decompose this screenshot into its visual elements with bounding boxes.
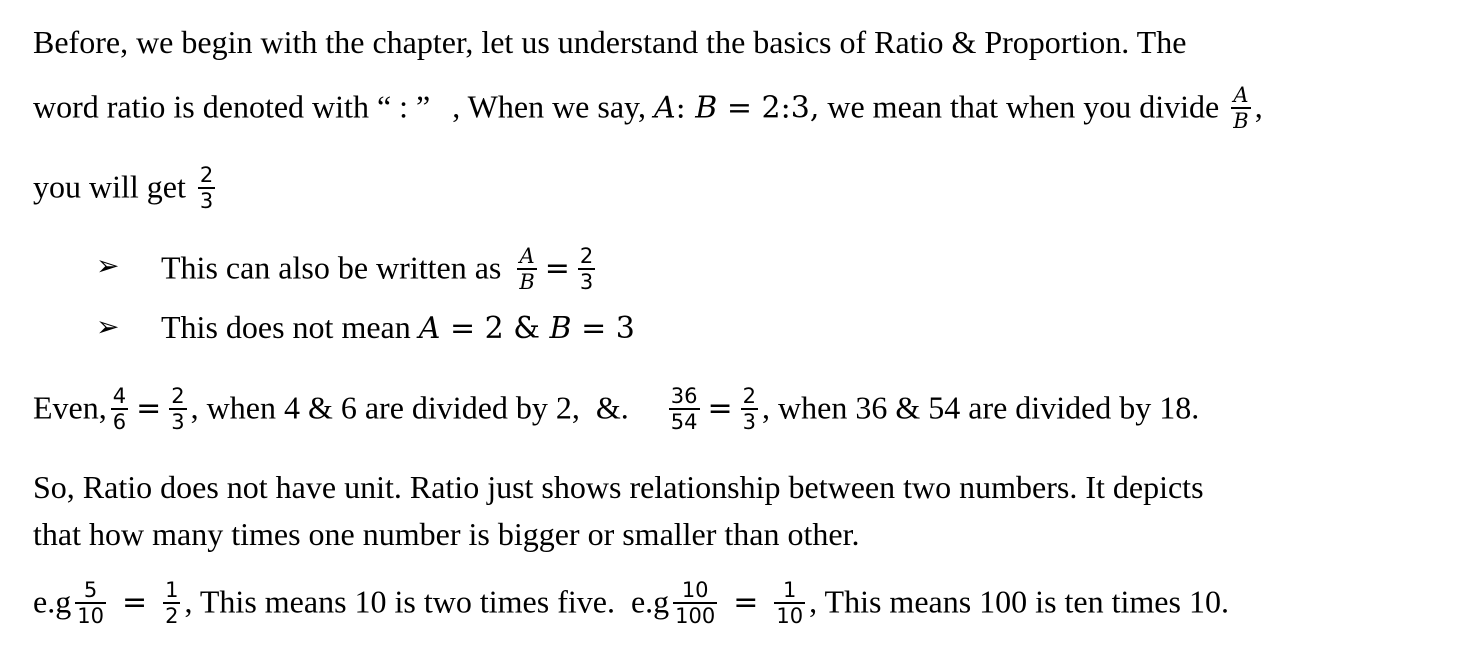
fraction-4-over-6 bbox=[111, 384, 128, 434]
fraction-numerator: 5 bbox=[75, 578, 106, 604]
math-B: B bbox=[549, 311, 572, 346]
fraction-numerator: 2 bbox=[742, 384, 757, 408]
math-value-2: 2 & bbox=[484, 311, 550, 346]
bullet-marker-2: ➢ bbox=[96, 310, 120, 343]
fraction-numerator: 4 bbox=[112, 384, 127, 408]
fraction-denominator: 100 bbox=[675, 604, 716, 628]
math-value-3: 3 bbox=[615, 311, 635, 346]
math-equals: = bbox=[571, 311, 616, 346]
fraction-denominator: 3 bbox=[742, 410, 757, 434]
ratio-line-1 bbox=[33, 467, 1204, 507]
bullet-item-2 bbox=[161, 307, 635, 349]
fraction-denominator: B bbox=[1233, 109, 1249, 133]
bullet-marker-1: ➢ bbox=[96, 249, 120, 282]
example-line bbox=[33, 580, 1229, 630]
fraction-denominator: 10 bbox=[776, 604, 804, 628]
math-equals: = bbox=[440, 311, 485, 346]
fraction-1-over-2 bbox=[163, 578, 180, 628]
bullet-text-1: This can also be written as bbox=[161, 249, 502, 286]
intro-text-2a: word ratio is denoted with “ : ” bbox=[33, 88, 431, 125]
ratio-line-2 bbox=[33, 514, 859, 554]
fraction-denominator: 3 bbox=[171, 410, 185, 434]
eg-text-2: , This means 100 is ten times 10. bbox=[809, 583, 1229, 620]
fraction-numerator: A bbox=[1231, 83, 1250, 109]
intro-text-2c: we mean that when you divide bbox=[819, 88, 1228, 125]
fraction-numerator: 2 bbox=[199, 163, 214, 187]
equals-sign: = bbox=[136, 391, 162, 427]
fraction-10-over-100 bbox=[673, 578, 717, 628]
bullet-item-1 bbox=[161, 246, 599, 296]
ratio-text-1: So, Ratio does not have unit. Ratio just shows relationship between two numbers. It depicts bbox=[33, 469, 1204, 505]
fraction-denominator: 10 bbox=[77, 604, 104, 628]
fraction-A-over-B bbox=[517, 244, 536, 294]
fraction-denominator: 3 bbox=[199, 189, 214, 213]
fraction-denominator: 3 bbox=[579, 270, 594, 294]
bullet-text-2: This does not mean bbox=[161, 309, 419, 345]
intro-text-1: Before, we begin with the chapter, let us understand the basics of Ratio & Proportion. The bbox=[33, 24, 1187, 60]
intro-comma: , bbox=[1254, 88, 1263, 125]
fraction-numerator: A bbox=[517, 244, 536, 270]
math-ratio-value: = 2:3, bbox=[717, 90, 820, 126]
even-line bbox=[33, 386, 1199, 436]
intro-text-2b: , When we say, bbox=[452, 88, 654, 125]
fraction-numerator: 2 bbox=[171, 384, 185, 408]
fraction-5-over-10 bbox=[75, 578, 106, 628]
fraction-denominator: B bbox=[519, 270, 535, 294]
fraction-numerator: 10 bbox=[673, 578, 717, 604]
fraction-1-over-10 bbox=[774, 578, 805, 628]
even-text-1: , when 4 & 6 are divided by 2, &. bbox=[190, 389, 629, 426]
math-A: A bbox=[418, 311, 441, 346]
intro-text-3: you will get bbox=[33, 168, 194, 205]
fraction-2-over-3 bbox=[578, 244, 595, 294]
equals-sign: = bbox=[121, 585, 148, 621]
eg-label-1: e.g bbox=[33, 583, 72, 620]
fraction-numerator: 1 bbox=[165, 578, 179, 602]
fraction-2-over-3 bbox=[741, 384, 758, 434]
ratio-text-2: that how many times one number is bigger or smaller than other. bbox=[33, 516, 860, 552]
fraction-numerator: 36 bbox=[670, 384, 698, 408]
math-B: B bbox=[695, 90, 718, 126]
even-text-2: , when 36 & 54 are divided by 18. bbox=[762, 389, 1200, 426]
eg-label-2: e.g bbox=[630, 583, 670, 620]
equals-sign: = bbox=[733, 585, 759, 621]
intro-line-3 bbox=[33, 165, 219, 215]
fraction-denominator: 6 bbox=[112, 410, 127, 434]
even-lead: Even, bbox=[33, 389, 107, 426]
math-colon: : bbox=[675, 90, 696, 126]
math-A: A bbox=[653, 90, 676, 126]
fraction-2-over-3 bbox=[198, 163, 215, 213]
fraction-denominator: 2 bbox=[165, 604, 179, 628]
fraction-A-over-B bbox=[1231, 83, 1250, 133]
fraction-36-over-54 bbox=[669, 384, 700, 434]
eg-text-1: , This means 10 is two times five. bbox=[184, 583, 631, 620]
fraction-2-over-3 bbox=[169, 384, 186, 434]
equals-sign: = bbox=[707, 391, 733, 427]
fraction-numerator: 2 bbox=[579, 244, 594, 268]
fraction-denominator: 54 bbox=[670, 410, 698, 434]
intro-line-1 bbox=[33, 22, 1186, 62]
intro-line-2 bbox=[33, 85, 1263, 135]
fraction-numerator: 1 bbox=[774, 578, 805, 604]
equals-sign: = bbox=[544, 251, 570, 287]
